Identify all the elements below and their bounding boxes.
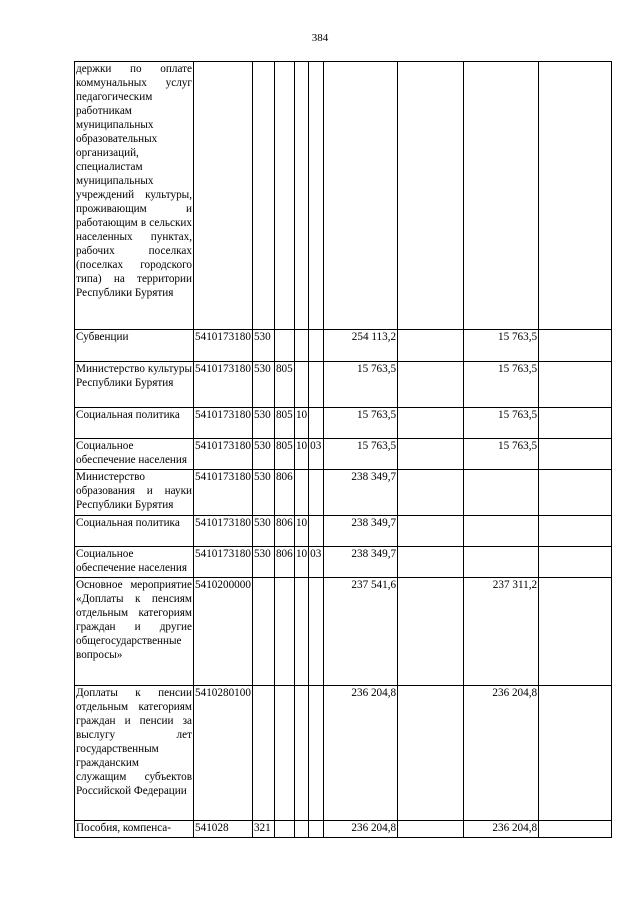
sum-3	[464, 62, 539, 330]
sum-1: 237 541,6	[324, 578, 398, 686]
table-row	[75, 439, 612, 470]
table-row	[75, 330, 612, 362]
ministry-code	[274, 62, 294, 330]
row-name: Основное мероприятие «Доплаты к пенсиям отдельным категориям граждан и другие общегосударственные вопросы»	[75, 578, 194, 686]
target-code: 5410173180	[194, 470, 253, 516]
ministry-code: 806	[274, 516, 294, 547]
expense-type	[252, 578, 274, 686]
row-name: Социальное обеспечение населения	[75, 439, 194, 470]
target-code: 5410173180	[194, 362, 253, 408]
page-number: 384	[311, 32, 329, 44]
sum-4	[539, 330, 612, 362]
subsection-code	[309, 362, 324, 408]
subsection-code	[309, 330, 324, 362]
sum-3: 236 204,8	[464, 821, 539, 838]
expense-type: 530	[252, 408, 274, 439]
sum-2	[398, 547, 464, 578]
sum-2	[398, 578, 464, 686]
section-code	[294, 578, 308, 686]
table-row	[75, 470, 612, 516]
sum-4	[539, 470, 612, 516]
row-name: Пособия, компенса-	[75, 821, 194, 838]
target-code: 541028	[194, 821, 253, 838]
sum-1: 238 349,7	[324, 470, 398, 516]
ministry-code	[274, 686, 294, 821]
sum-3: 236 204,8	[464, 686, 539, 821]
sum-2	[398, 362, 464, 408]
sum-3	[464, 547, 539, 578]
target-code: 5410173180	[194, 547, 253, 578]
sum-1: 238 349,7	[324, 547, 398, 578]
section-code	[294, 330, 308, 362]
target-code: 5410280100	[194, 686, 253, 821]
subsection-code: 03	[309, 547, 324, 578]
sum-1: 236 204,8	[324, 821, 398, 838]
expense-type	[252, 62, 274, 330]
sum-1: 15 763,5	[324, 439, 398, 470]
row-name: Министерство культуры Республики Бурятия	[75, 362, 194, 408]
row-name: Министерство образования и науки Республики Бурятия	[75, 470, 194, 516]
sum-2	[398, 516, 464, 547]
target-code	[194, 62, 253, 330]
section-code: 10	[294, 439, 308, 470]
row-name: Социальная политика	[75, 408, 194, 439]
sum-3: 237 311,2	[464, 578, 539, 686]
expense-type: 530	[252, 470, 274, 516]
ministry-code	[274, 578, 294, 686]
expense-type: 530	[252, 516, 274, 547]
sum-4	[539, 62, 612, 330]
sum-3: 15 763,5	[464, 362, 539, 408]
ministry-code: 805	[274, 408, 294, 439]
sum-2	[398, 408, 464, 439]
sum-2	[398, 62, 464, 330]
ministry-code	[274, 821, 294, 838]
table-row	[75, 547, 612, 578]
subsection-code	[309, 470, 324, 516]
sum-2	[398, 439, 464, 470]
section-code	[294, 821, 308, 838]
section-code	[294, 362, 308, 408]
target-code: 5410173180	[194, 330, 253, 362]
sum-3	[464, 516, 539, 547]
sum-3: 15 763,5	[464, 439, 539, 470]
expense-type: 530	[252, 547, 274, 578]
sum-4	[539, 439, 612, 470]
sum-4	[539, 686, 612, 821]
target-code: 5410173180	[194, 516, 253, 547]
subsection-code	[309, 686, 324, 821]
sum-2	[398, 821, 464, 838]
expense-type: 530	[252, 439, 274, 470]
sum-4	[539, 516, 612, 547]
table-row	[75, 362, 612, 408]
section-code	[294, 470, 308, 516]
target-code: 5410200000	[194, 578, 253, 686]
section-code	[294, 686, 308, 821]
sum-3: 15 763,5	[464, 408, 539, 439]
sum-1: 254 113,2	[324, 330, 398, 362]
subsection-code	[309, 62, 324, 330]
sum-2	[398, 686, 464, 821]
ministry-code: 806	[274, 547, 294, 578]
sum-1: 15 763,5	[324, 408, 398, 439]
section-code: 10	[294, 547, 308, 578]
sum-4	[539, 547, 612, 578]
sum-4	[539, 408, 612, 439]
expense-type: 321	[252, 821, 274, 838]
ministry-code: 805	[274, 439, 294, 470]
subsection-code	[309, 516, 324, 547]
row-name: Доплаты к пенсии отдельным категориям граждан и пенсии за выслугу лет государственным гражданским служащим субъектов Российской Федерации	[75, 686, 194, 821]
subsection-code	[309, 821, 324, 838]
row-name: Субвенции	[75, 330, 194, 362]
table-row	[75, 686, 612, 821]
budget-table	[74, 61, 612, 838]
subsection-code: 03	[309, 439, 324, 470]
table-row	[75, 62, 612, 330]
expense-type	[252, 686, 274, 821]
section-code: 10	[294, 516, 308, 547]
expense-type: 530	[252, 362, 274, 408]
sum-4	[539, 578, 612, 686]
sum-1: 236 204,8	[324, 686, 398, 821]
ministry-code: 805	[274, 362, 294, 408]
table-row	[75, 516, 612, 547]
subsection-code	[309, 578, 324, 686]
subsection-code	[309, 408, 324, 439]
sum-3: 15 763,5	[464, 330, 539, 362]
table-row	[75, 578, 612, 686]
row-name: Социальная политика	[75, 516, 194, 547]
ministry-code: 806	[274, 470, 294, 516]
target-code: 5410173180	[194, 408, 253, 439]
ministry-code	[274, 330, 294, 362]
row-name: держки по оплате коммунальных услуг педагогическим работникам муниципальных образовательных организаций, специалистам муниципальных учреждений культуры, проживающим и работающим в сельских населенных пунктах, рабочих поселках (поселках городского типа) на территории Республики Бурятия	[75, 62, 194, 330]
sum-3	[464, 470, 539, 516]
sum-2	[398, 470, 464, 516]
table-row	[75, 821, 612, 838]
sum-1	[324, 62, 398, 330]
target-code: 5410173180	[194, 439, 253, 470]
sum-2	[398, 330, 464, 362]
sum-4	[539, 821, 612, 838]
sum-1: 238 349,7	[324, 516, 398, 547]
row-name: Социальное обеспечение населения	[75, 547, 194, 578]
expense-type: 530	[252, 330, 274, 362]
section-code	[294, 62, 308, 330]
section-code: 10	[294, 408, 308, 439]
sum-4	[539, 362, 612, 408]
sum-1: 15 763,5	[324, 362, 398, 408]
table-row	[75, 408, 612, 439]
